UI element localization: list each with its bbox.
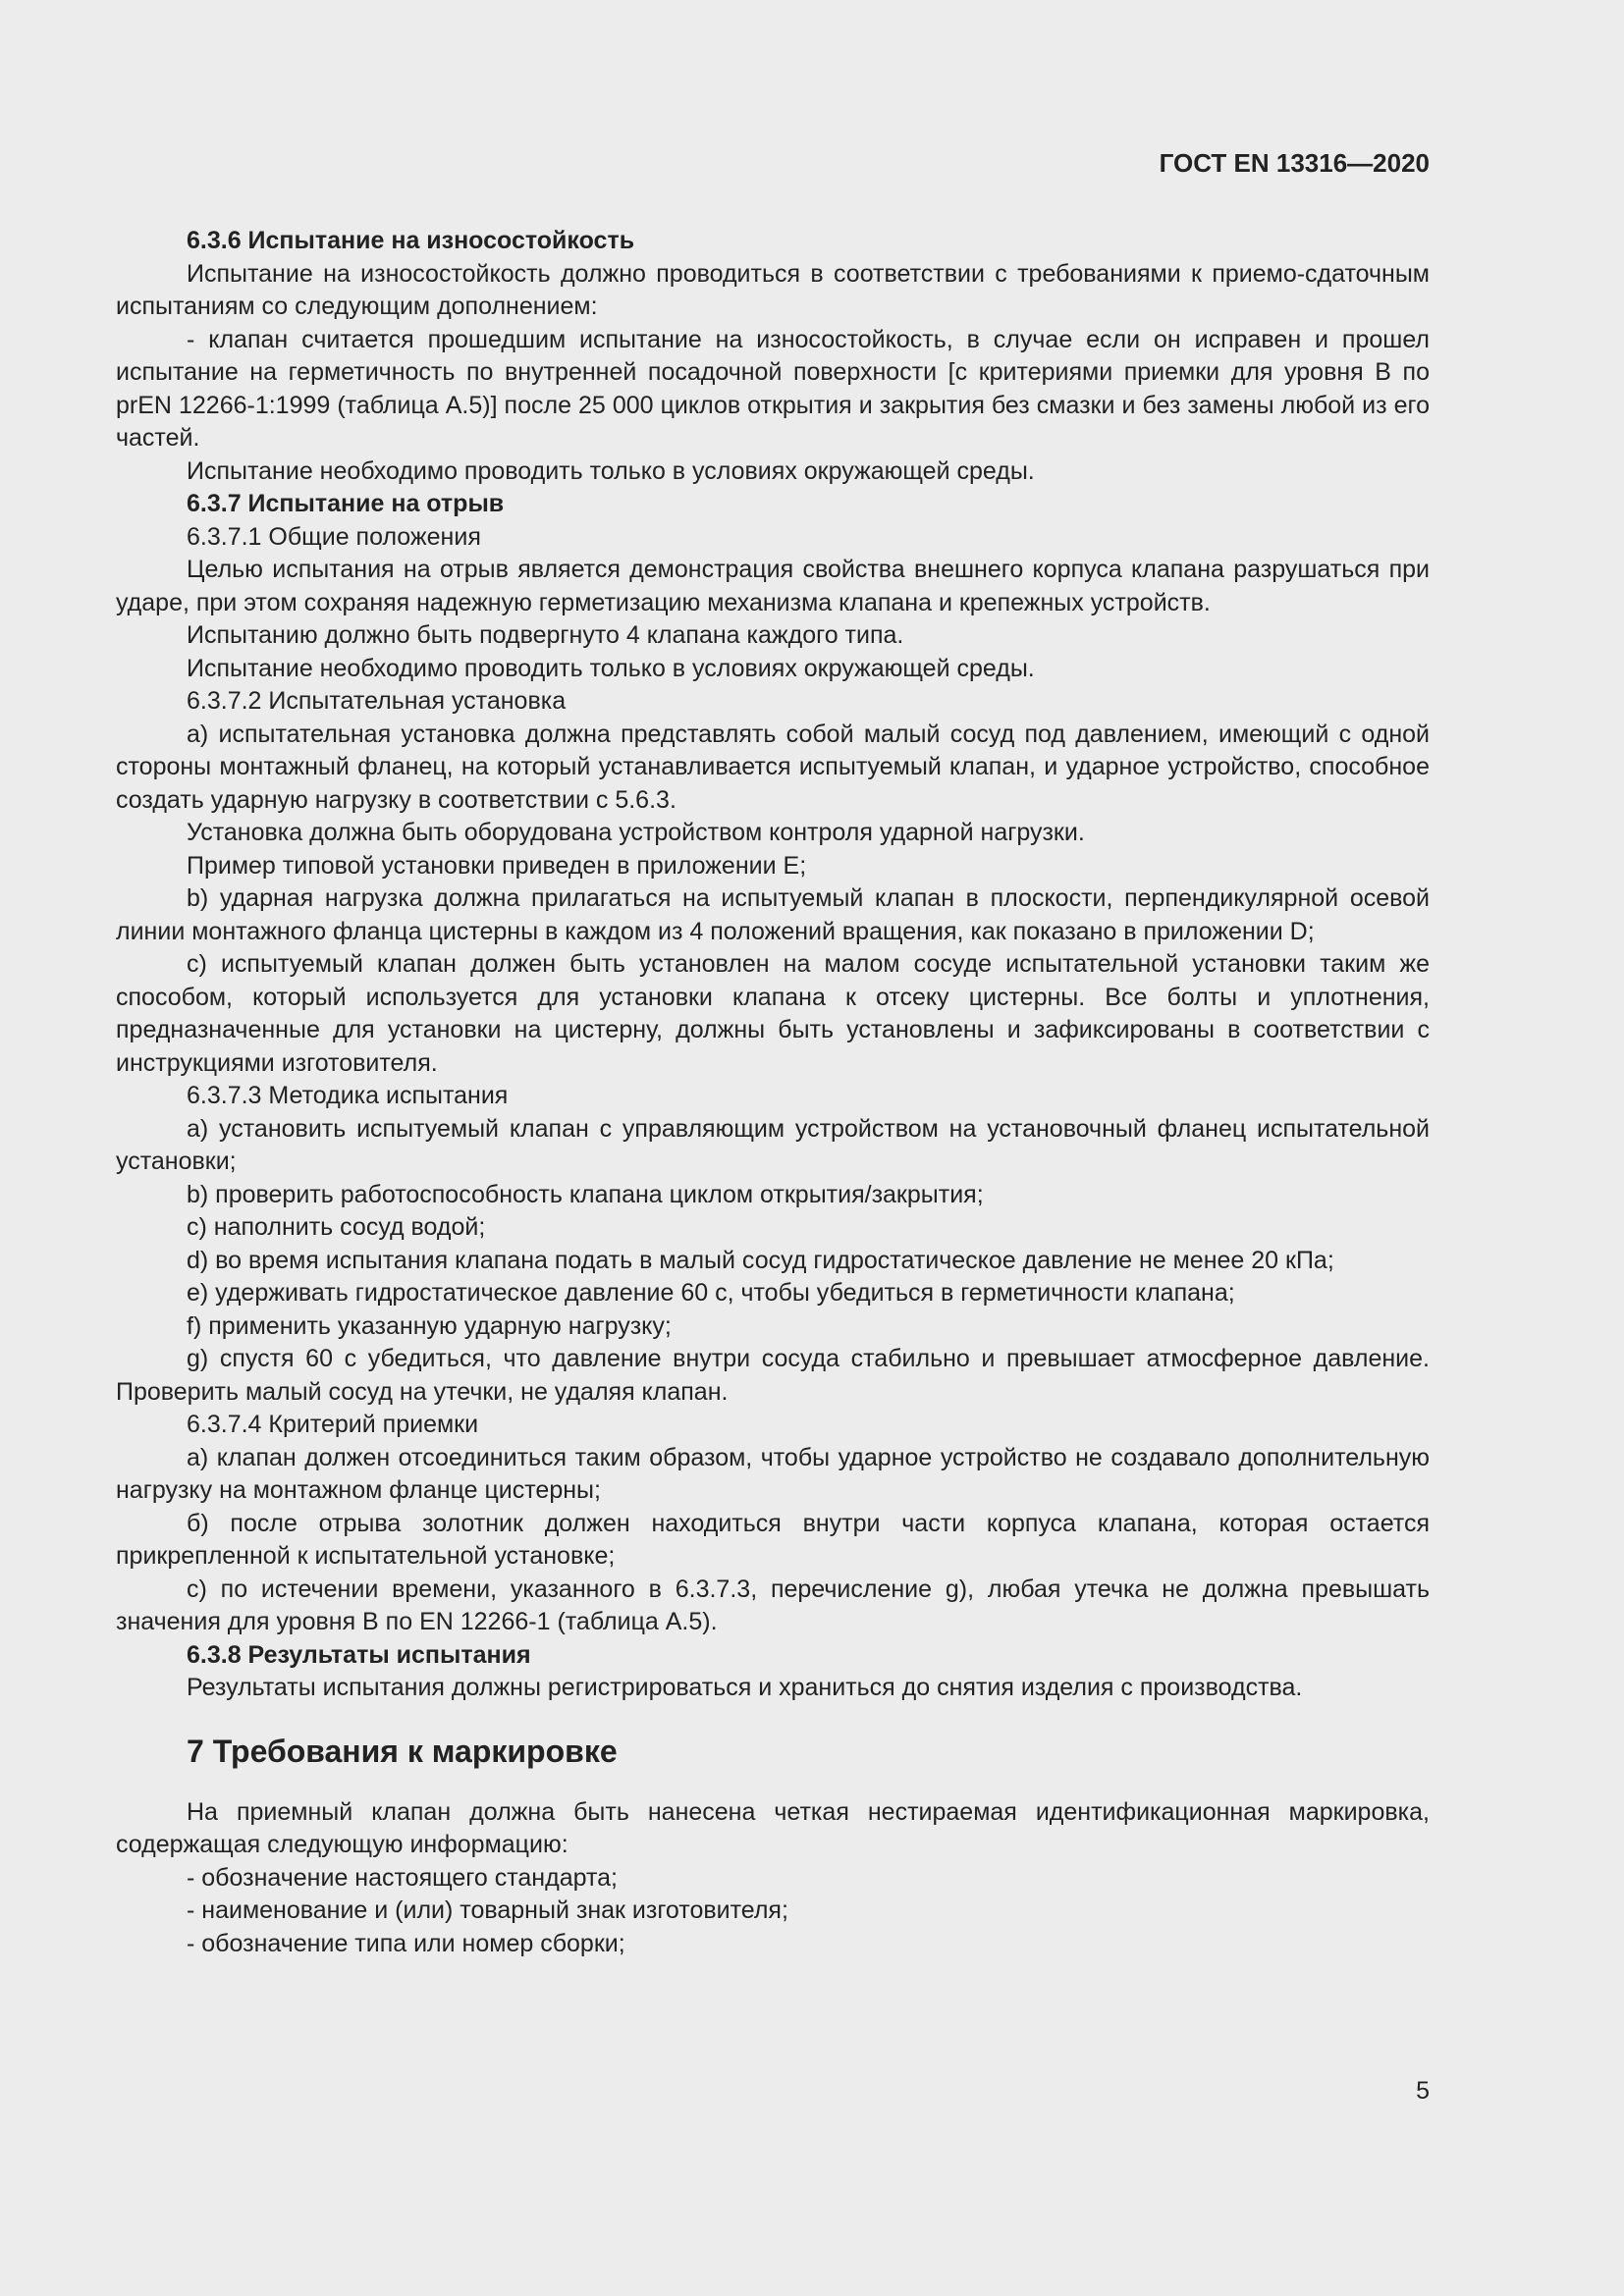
paragraph: Результаты испытания должны регистрироваться и храниться до снятия изделия с производства. bbox=[187, 1674, 1303, 1701]
list-item: g) спустя 60 с убедиться, что давление внутри сосуда стабильно и превышает атмосферное давление. Проверить малый сосуд на утечки, не удаляя клапан. bbox=[116, 1345, 1430, 1406]
paragraph: Установка должна быть оборудована устройством контроля ударной нагрузки. bbox=[187, 819, 1085, 846]
subsection-heading-6-3-7-3: 6.3.7.3 Методика испытания bbox=[187, 1082, 509, 1109]
subsection-heading-6-3-7-2: 6.3.7.2 Испытательная установка bbox=[187, 687, 567, 715]
list-item: - наименование и (или) товарный знак изготовителя; bbox=[187, 1896, 788, 1924]
list-item: f) применить указанную ударную нагрузку; bbox=[187, 1311, 672, 1340]
list-item: a) установить испытуемый клапан с управляющим устройством на установочный фланец испытательной установки; bbox=[116, 1114, 1430, 1175]
paragraph: Испытанию должно быть подвергнуто 4 клапана каждого типа. bbox=[187, 621, 904, 649]
paragraph: Целью испытания на отрыв является демонстрация свойства внешнего корпуса клапана разрушаться при ударе, при этом сохраняя надежную герметизацию механизма клапана и крепежных устройств. bbox=[116, 556, 1430, 616]
list-item: b) ударная нагрузка должна прилагаться на испытуемый клапан в плоскости, перпендикулярной осевой линии монтажного фланца цистерны в каждом из 4 положений вращения, как показано в приложении D; bbox=[116, 884, 1430, 945]
list-item: - обозначение настоящего стандарта; bbox=[187, 1863, 618, 1892]
list-item: d) во время испытания клапана подать в малый сосуд гидростатическое давление не менее 20 кПа; bbox=[187, 1246, 1334, 1274]
section-heading-6-3-8: 6.3.8 Результаты испытания bbox=[187, 1640, 531, 1669]
list-item: б) после отрыва золотник должен находиться внутри части корпуса клапана, которая остается прикрепленной к испытательной установке; bbox=[116, 1509, 1430, 1570]
list-item: c) наполнить сосуд водой; bbox=[187, 1213, 486, 1241]
list-item: - клапан считается прошедшим испытание на износостойкость, в случае если он исправен и прошел испытание на герметичность по внутренней посадочной поверхности [с критериями приемки для уровня В по prEN 12266-1:1999 (таблица А.5)] после 25 000 циклов открытия и закрытия без смазки и без замены любой из его частей. bbox=[116, 325, 1430, 452]
list-item: a) клапан должен отсоединиться таким образом, чтобы ударное устройство не создавало дополнительную нагрузку на монтажном фланце цистерны; bbox=[116, 1443, 1430, 1504]
paragraph: На приемный клапан должна быть нанесена четкая нестираемая идентификационная маркировка, содержащая следующую информацию: bbox=[116, 1797, 1430, 1858]
document-body bbox=[116, 225, 1430, 1960]
standard-code-header: ГОСТ EN 13316—2020 bbox=[1159, 148, 1430, 178]
section-heading-6-3-6: 6.3.6 Испытание на износостойкость bbox=[187, 227, 635, 254]
paragraph: Пример типовой установки приведен в приложении Е; bbox=[187, 851, 807, 880]
subsection-heading-6-3-7-1: 6.3.7.1 Общие положения bbox=[187, 522, 481, 551]
page-number: 5 bbox=[1416, 2077, 1430, 2105]
list-item: c) испытуемый клапан должен быть установлен на малом сосуде испытательной установки таким же способом, который используется для установки клапана к отсеку цистерны. Все болты и уплотнения, предназначенные для установки на цистерну, должны быть установлены и зафиксированы в соответствии с инструкциями изготовителя. bbox=[116, 950, 1430, 1077]
paragraph: Испытание необходимо проводить только в условиях окружающей среды. bbox=[187, 456, 1035, 485]
section-heading-6-3-7: 6.3.7 Испытание на отрыв bbox=[187, 490, 505, 517]
section-heading-7: 7 Требования к маркировке bbox=[187, 1733, 618, 1769]
list-item: b) проверить работоспособность клапана циклом открытия/закрытия; bbox=[187, 1180, 984, 1208]
subsection-heading-6-3-7-4: 6.3.7.4 Критерий приемки bbox=[187, 1411, 479, 1438]
paragraph: Испытание необходимо проводить только в условиях окружающей среды. bbox=[187, 654, 1035, 682]
list-item: a) испытательная установка должна представлять собой малый сосуд под давлением, имеющий с одной стороны монтажный фланец, на который устанавливается испытуемый клапан, и ударное устройство, способное создать ударную нагрузку в соответствии с 5.6.3. bbox=[116, 720, 1430, 814]
paragraph: Испытание на износостойкость должно проводиться в соответствии с требованиями к приемо-сдаточным испытаниям со следующим дополнением: bbox=[116, 259, 1430, 320]
list-item: c) по истечении времени, указанного в 6.3.7.3, перечисление g), любая утечка не должна превышать значения для уровня В по EN 12266-1 (таблица А.5). bbox=[116, 1575, 1430, 1635]
list-item: e) удерживать гидростатическое давление 60 с, чтобы убедиться в герметичности клапана; bbox=[187, 1279, 1235, 1307]
list-item: - обозначение типа или номер сборки; bbox=[187, 1929, 625, 1957]
